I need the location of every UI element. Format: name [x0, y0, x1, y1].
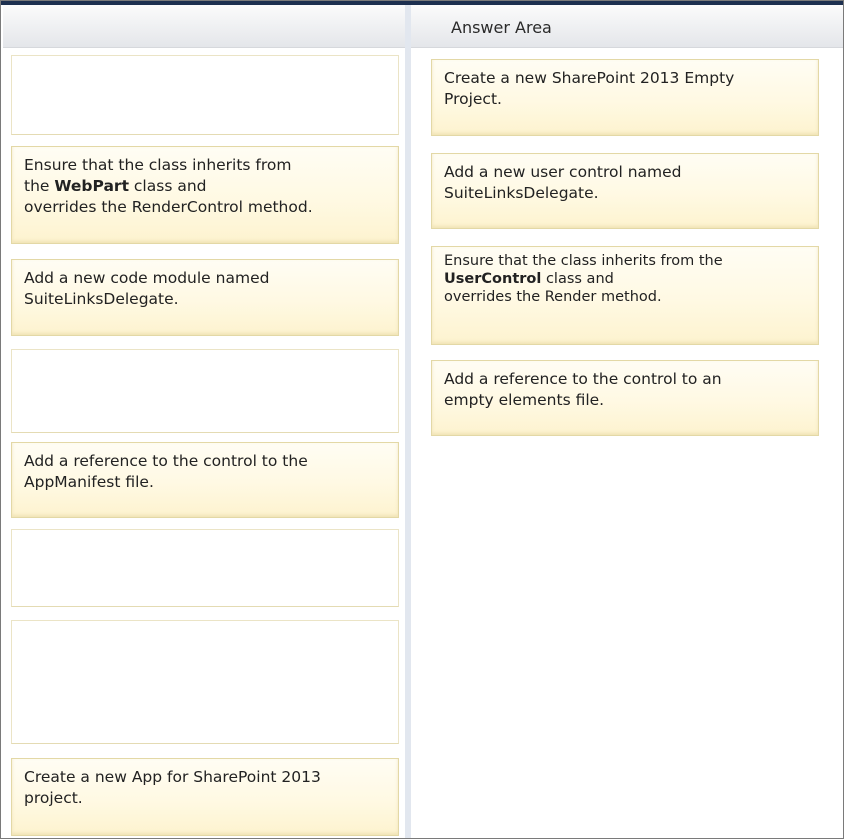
choice-item-add-code-module[interactable]	[11, 259, 399, 336]
answer-item-inherit-usercontrol[interactable]	[431, 246, 819, 345]
choice-item-appmanifest-reference[interactable]	[11, 442, 399, 518]
answer-text: Add a new user control named SuiteLinksDelegate.	[444, 163, 682, 202]
answer-item-create-empty-project[interactable]	[431, 59, 819, 136]
choice-slot-7[interactable]	[11, 620, 399, 744]
choice-item-inherit-webpart[interactable]	[11, 146, 399, 244]
choice-text: Ensure that the class inherits from the WebPart class and overrides the RenderControl method.	[24, 156, 313, 216]
choice-item-create-app-project[interactable]	[11, 758, 399, 836]
choices-panel	[3, 5, 405, 838]
choice-slot-4[interactable]	[11, 349, 399, 433]
choices-header	[3, 5, 405, 48]
answer-area-panel	[411, 5, 843, 838]
answer-text: Create a new SharePoint 2013 Empty Project.	[444, 69, 735, 108]
answer-item-add-user-control[interactable]	[431, 153, 819, 229]
answer-area-title: Answer Area	[451, 18, 552, 37]
answer-item-elements-file-reference[interactable]	[431, 360, 819, 436]
answer-text: Add a reference to the control to an empty elements file.	[444, 370, 722, 409]
choice-text: Add a new code module named SuiteLinksDelegate.	[24, 269, 270, 308]
answer-text: Ensure that the class inherits from the UserControl class and overrides the Render method.	[444, 253, 723, 305]
choice-text: Add a reference to the control to the AppManifest file.	[24, 452, 308, 491]
answer-area-header	[411, 5, 843, 48]
choice-slot-6[interactable]	[11, 529, 399, 607]
choice-slot-1[interactable]	[11, 55, 399, 135]
choice-text: Create a new App for SharePoint 2013 project.	[24, 768, 321, 807]
